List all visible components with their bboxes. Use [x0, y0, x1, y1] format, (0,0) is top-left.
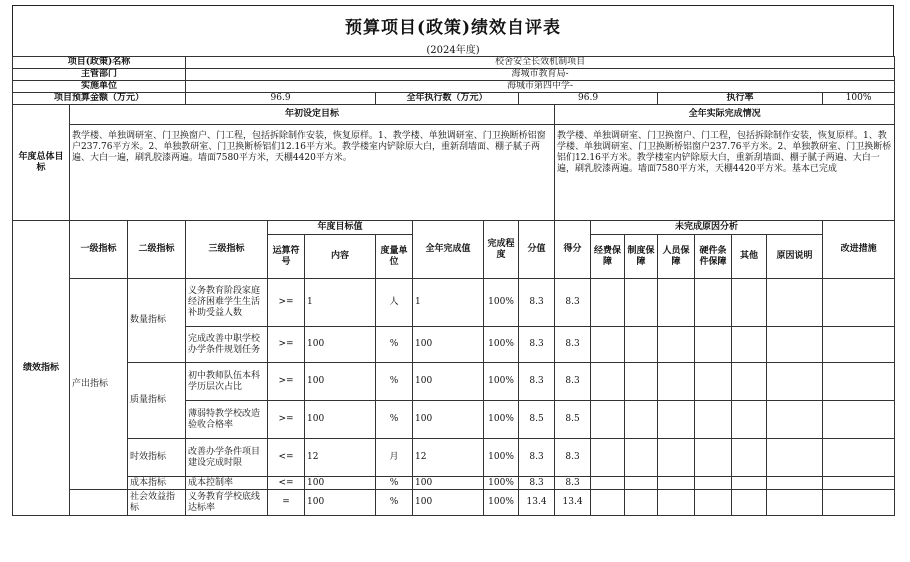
- reason-group-header: 未完成原因分析: [591, 221, 823, 235]
- perf-section-label: 绩效指标: [13, 221, 70, 516]
- content-header: 内容: [305, 235, 376, 279]
- impl-unit-value: 海城市第四中学-: [186, 81, 895, 93]
- reason-note-header: 原因说明: [767, 235, 823, 279]
- rate-value: 100%: [823, 93, 895, 105]
- reason-system-header: 制度保障: [625, 235, 658, 279]
- dept-value: 海城市教育局-: [186, 69, 895, 81]
- completion-value: 100%: [484, 477, 519, 490]
- table-row: [13, 279, 895, 327]
- full-year-value: 100: [413, 327, 484, 363]
- op: >=: [268, 401, 305, 439]
- target-content: 1: [305, 279, 376, 327]
- completion-value: 100%: [484, 490, 519, 516]
- table-row: [13, 477, 895, 490]
- level3-name: 薄弱特教学校改造验收合格率: [186, 401, 268, 439]
- full-year-value: 100: [413, 477, 484, 490]
- improve-header: 改进措施: [823, 221, 895, 279]
- score-value: 8.3: [519, 477, 555, 490]
- planned-goal-text: 教学楼、单独调研室、门卫换窗户、门工程，包括拆除制作安装，恢复原样。1、教学楼、单独调研室、门卫换断桥铝窗户237.76平方米。2、单独教研室、门卫换断桥铝们12.16平方米。教学楼室内铲除原大白，重新刮墙面、棚子腻子两遍、大白一遍，刷乳胶漆两遍。墙面7580平方米，天棚4420平方米。: [70, 125, 555, 221]
- level3-name: 完成改善中职学校办学条件规划任务: [186, 327, 268, 363]
- exec-value: 96.9: [519, 93, 658, 105]
- unit: %: [376, 327, 413, 363]
- level1-output: 产出指标: [70, 279, 128, 490]
- dept-label: 主管部门: [13, 69, 186, 81]
- got-value: 8.3: [555, 279, 591, 327]
- score-value: 8.5: [519, 401, 555, 439]
- score-header: 分值: [519, 221, 555, 279]
- table-row: [13, 439, 895, 477]
- unit: %: [376, 363, 413, 401]
- got-value: 8.3: [555, 477, 591, 490]
- annual-goal-label: 年度总体目标: [13, 105, 70, 221]
- evaluation-table: [12, 56, 895, 516]
- unit: %: [376, 401, 413, 439]
- rate-label: 执行率: [658, 93, 823, 105]
- got-header: 得分: [555, 221, 591, 279]
- budget-label: 项目预算金额（万元）: [13, 93, 186, 105]
- score-value: 13.4: [519, 490, 555, 516]
- level2-header: 二级指标: [128, 221, 186, 279]
- impl-unit-label: 实施单位: [13, 81, 186, 93]
- level3-name: 初中教师队伍本科学历层次占比: [186, 363, 268, 401]
- score-value: 8.3: [519, 439, 555, 477]
- table-row: [13, 490, 895, 516]
- actual-goal-header: 全年实际完成情况: [555, 105, 895, 125]
- got-value: 13.4: [555, 490, 591, 516]
- exec-label: 全年执行数（万元）: [376, 93, 519, 105]
- level3-name: 义务教育阶段家庭经济困难学生生活补助受益人数: [186, 279, 268, 327]
- score-value: 8.3: [519, 363, 555, 401]
- target-content: 100: [305, 477, 376, 490]
- got-value: 8.3: [555, 327, 591, 363]
- op: >=: [268, 363, 305, 401]
- reason-other-header: 其他: [732, 235, 767, 279]
- full-year-header: 全年完成值: [413, 221, 484, 279]
- full-year-value: 100: [413, 490, 484, 516]
- level1-header: 一级指标: [70, 221, 128, 279]
- unit: %: [376, 490, 413, 516]
- op: >=: [268, 327, 305, 363]
- reason-fund-header: 经费保障: [591, 235, 625, 279]
- planned-goal-header: 年初设定目标: [70, 105, 555, 125]
- table-row: [13, 363, 895, 401]
- budget-value: 96.9: [186, 93, 376, 105]
- project-name-value: 校舍安全长效机制项目: [186, 57, 895, 69]
- op-header: 运算符号: [268, 235, 305, 279]
- completion-value: 100%: [484, 401, 519, 439]
- level3-name: 成本控制率: [186, 477, 268, 490]
- group-cost: 成本指标: [128, 477, 186, 490]
- full-year-value: 12: [413, 439, 484, 477]
- target-content: 100: [305, 401, 376, 439]
- completion-value: 100%: [484, 279, 519, 327]
- level3-header: 三级指标: [186, 221, 268, 279]
- full-year-value: 100: [413, 401, 484, 439]
- completion-value: 100%: [484, 327, 519, 363]
- got-value: 8.5: [555, 401, 591, 439]
- reason-hardware-header: 硬件条件保障: [695, 235, 732, 279]
- got-value: 8.3: [555, 363, 591, 401]
- page-title: 预算项目(政策)绩效自评表: [344, 18, 562, 38]
- report-year: (2024年度): [426, 45, 480, 56]
- reason-staff-header: 人员保障: [658, 235, 695, 279]
- score-value: 8.3: [519, 279, 555, 327]
- unit: %: [376, 477, 413, 490]
- evaluation-sheet: [12, 5, 894, 516]
- unit-header: 度量单位: [376, 235, 413, 279]
- op: =: [268, 490, 305, 516]
- full-year-value: 1: [413, 279, 484, 327]
- unit: 人: [376, 279, 413, 327]
- group-quantity: 数量指标: [128, 279, 186, 363]
- got-value: 8.3: [555, 439, 591, 477]
- target-content: 12: [305, 439, 376, 477]
- group-social: 社会效益指标: [128, 490, 186, 516]
- completion-header: 完成程度: [484, 221, 519, 279]
- op: <=: [268, 439, 305, 477]
- annual-target-header: 年度目标值: [268, 221, 413, 235]
- unit: 月: [376, 439, 413, 477]
- target-content: 100: [305, 327, 376, 363]
- op: <=: [268, 477, 305, 490]
- level3-name: 义务教育学校底线达标率: [186, 490, 268, 516]
- level3-name: 改善办学条件项目建设完成时限: [186, 439, 268, 477]
- target-content: 100: [305, 363, 376, 401]
- op: >=: [268, 279, 305, 327]
- full-year-value: 100: [413, 363, 484, 401]
- completion-value: 100%: [484, 363, 519, 401]
- title-box: [12, 5, 894, 56]
- target-content: 100: [305, 490, 376, 516]
- score-value: 8.3: [519, 327, 555, 363]
- actual-goal-text: 教学楼、单独调研室、门卫换窗户、门工程，包括拆除制作安装，恢复原样。1、教学楼、单独调研室、门卫换断桥铝窗户237.76平方米。2、单独教研室、门卫换断桥铝们12.16平方米。教学楼室内铲除原大白，重新刮墙面、棚子腻子两遍、大白一遍，刷乳胶漆两遍。墙面7580平方米，天棚4420平方米。基本已完成: [555, 125, 895, 221]
- project-name-label: 项目(政策)名称: [13, 57, 186, 69]
- group-quality: 质量指标: [128, 363, 186, 439]
- group-time: 时效指标: [128, 439, 186, 477]
- completion-value: 100%: [484, 439, 519, 477]
